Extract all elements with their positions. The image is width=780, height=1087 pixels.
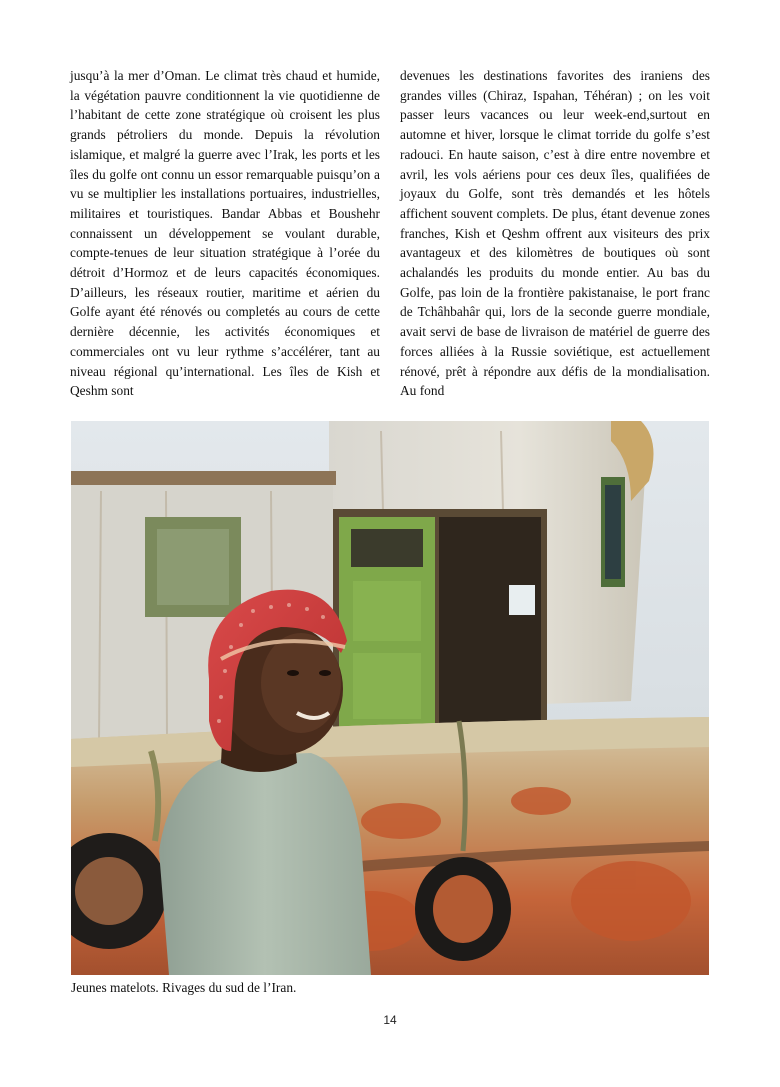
text-column-right: devenues les destinations favorites des iraniens des grandes villes (Chiraz, Ispahan, Téhéran) ; on les voit passer leurs vacances ou leur week-end,surtout en automne et hiver, lorsque le climat torride du golfe s’est radouci. En haute saison, c’est à dire entre novembre et avril, les vols aériens pour ces deux îles, qualifiées de joyaux du Golfe, sont très demandés et les hôtels affichent souvent complets. De plus, étant devenue zones franches, Kish et Qeshm offrent aux visiteurs des prix avantageux et des kilomètres de boutiques où sont achalandés les produits du monde entier. Au bas du Golfe, pas loin de la frontière pakistanaise, le port franc de Tchâhbahâr qui, lors de la seconde guerre mondiale, avait servi de base de livraison de matériel de guerre des forces alliées à la Russie soviétique, est actuellement rénové, prêt à répondre aux défis de la mondialisation. Au fond bbox=[400, 68, 710, 399]
photo-caption: Jeunes matelots. Rivages du sud de l’Iran. bbox=[71, 980, 297, 995]
photo-illustration bbox=[71, 421, 709, 975]
article-body bbox=[70, 66, 710, 404]
text-column-left: jusqu’à la mer d’Oman. Le climat très chaud et humide, la végétation pauvre conditionnent la vie quotidienne de l’habitant de cette zone stratégique où croisent les plus grands pétroliers du monde. Depuis la révolution islamique, et malgré la guerre avec l’Irak, les ports et les îles du golfe ont connu un essor remarquable puisqu’on a vu se multiplier les installations portuaires, industrielles, militaires et touristiques. Bandar Abbas et Boushehr connaissent un développement se voulant durable, compte-tenues de leur situation stratégique à l’orée du détroit d’Hormoz et de leurs capacités économiques. D’ailleurs, les réseaux routier, maritime et aérien du Golfe ayant été rénovés ou completés au cours de cette dernière décennie, les activités économiques et commerciales ont vu leur rythme s’accélérer, tant au niveau régional qu’international. Les îles de Kish et Qeshm sont bbox=[70, 68, 380, 399]
photo-young-sailor-boat bbox=[71, 421, 709, 975]
page-number: 14 bbox=[383, 1013, 397, 1027]
